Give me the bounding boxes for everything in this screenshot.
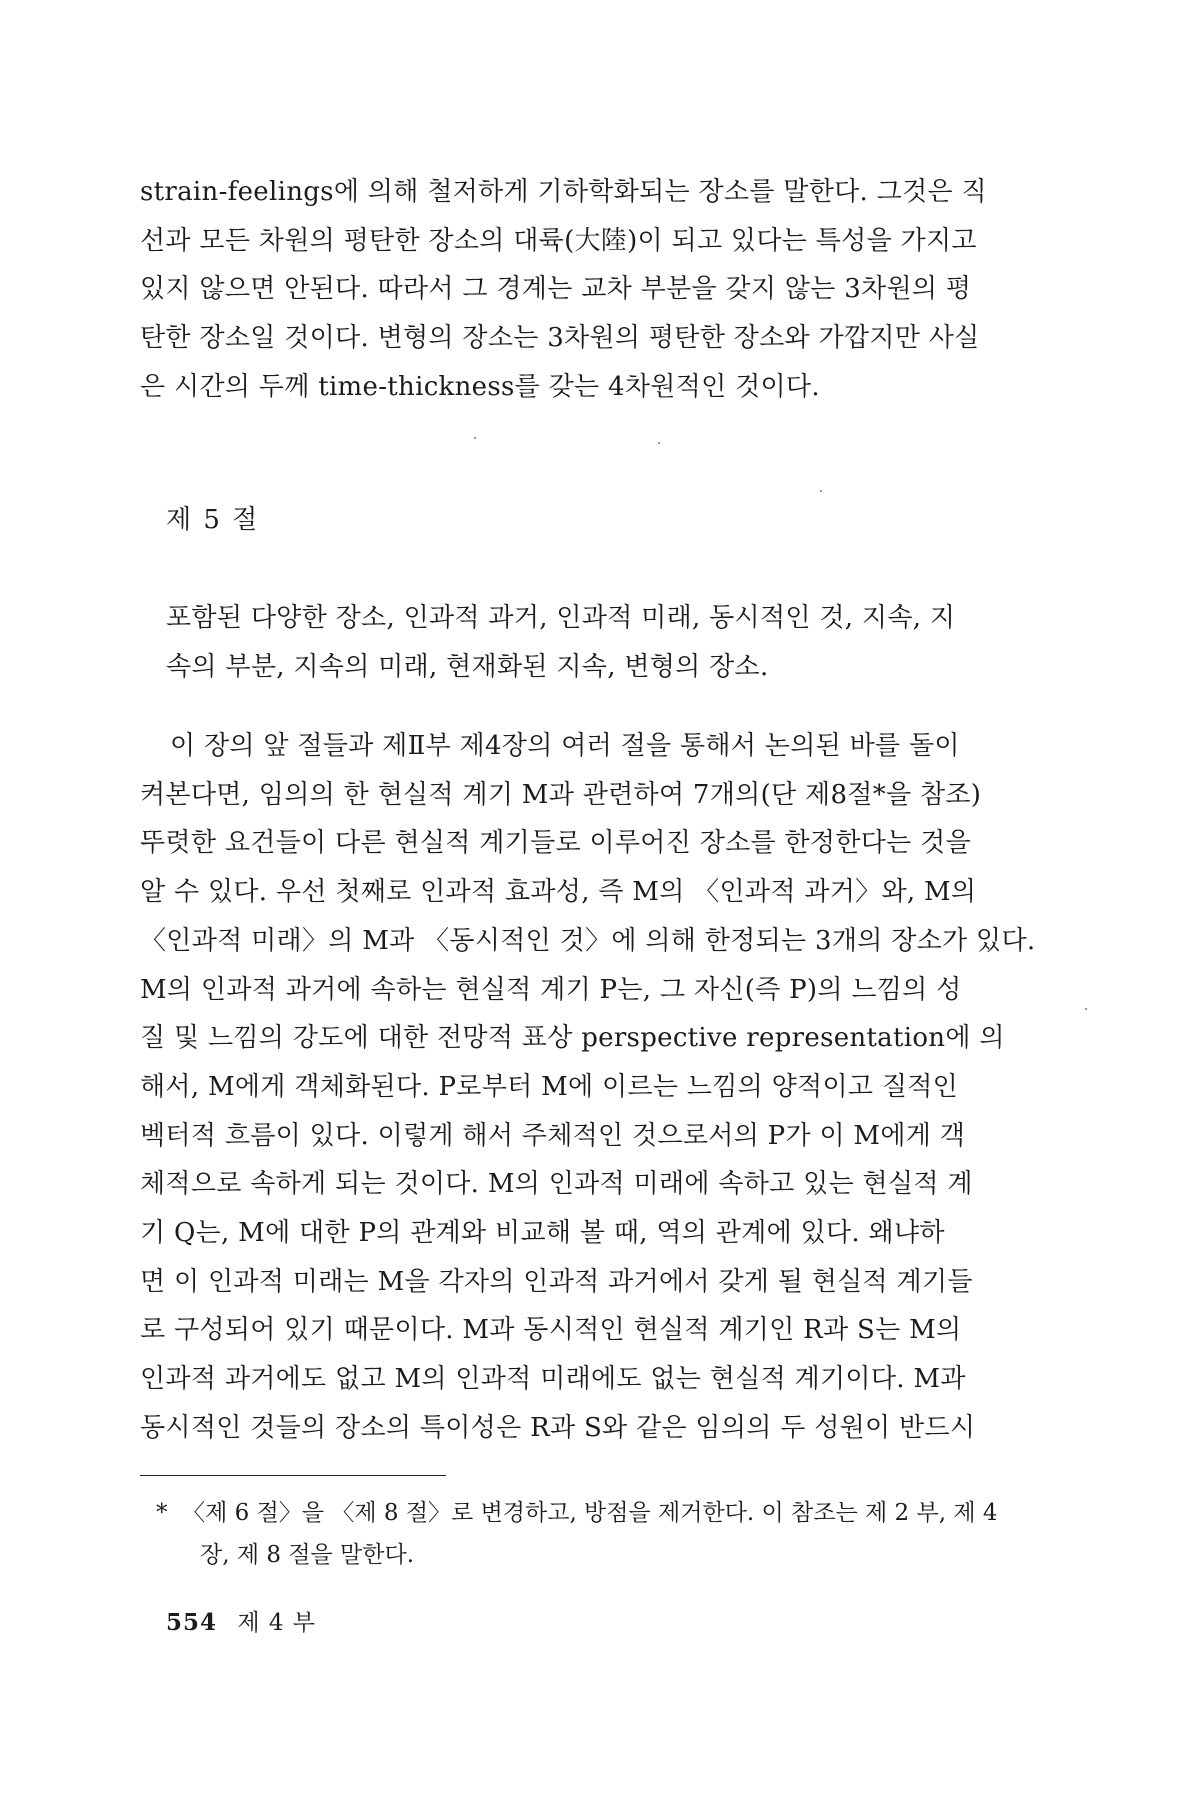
text-line: 질 및 느낌의 강도에 대한 전망적 표상 perspective representation에 의: [140, 1023, 1005, 1054]
footnote-marker: *: [156, 1500, 168, 1526]
text-line: 이 장의 앞 절들과 제Ⅱ부 제4장의 여러 절을 통해서 논의된 바를 돌이: [170, 731, 960, 761]
footnote-divider: [140, 1475, 446, 1476]
text-line: 포함된 다양한 장소, 인과적 과거, 인과적 미래, 동시적인 것, 지속, 지: [166, 603, 956, 633]
text-line: 알 수 있다. 우선 첫째로 인과적 효과성, 즉 M의 〈인과적 과거〉와, M의: [140, 877, 977, 908]
section-summary: [166, 594, 1066, 691]
text-line: 뚜렷한 요건들이 다른 현실적 계기들로 이루어진 장소를 한정한다는 것을: [140, 828, 971, 859]
text-line: 은 시간의 두께 time-thickness를 갖는 4차원적인 것이다.: [140, 371, 820, 402]
text-line: 벡터적 흐름이 있다. 이렇게 해서 주체적인 것으로서의 P가 이 M에게 객: [140, 1120, 966, 1151]
text-line: 켜본다면, 임의의 한 현실적 계기 M과 관련하여 7개의(단 제8절*을 참조): [140, 779, 982, 810]
footnote-line: [156, 1492, 1066, 1534]
text-line: 선과 모든 차원의 평탄한 장소의 대륙(大陸)이 되고 있다는 특성을 가지고: [140, 225, 977, 256]
text-line: 면 이 인과적 미래는 M을 각자의 인과적 과거에서 갖게 될 현실적 계기들: [140, 1266, 973, 1297]
text-line: strain-feelings에 의해 철저하게 기하학화되는 장소를 말한다. 그것은 직: [140, 177, 987, 207]
scan-speck: [820, 490, 822, 492]
text-line: 인과적 과거에도 없고 M의 인과적 미래에도 없는 현실적 계기이다. M과: [140, 1364, 966, 1395]
footnote: [156, 1492, 1066, 1576]
body-paragraph: [140, 722, 1080, 1453]
page-number: 554: [166, 1609, 218, 1636]
scan-speck: [1085, 1008, 1087, 1010]
section-heading: 제 5 절: [166, 505, 260, 535]
intro-paragraph: [140, 168, 1080, 412]
text-line: 속의 부분, 지속의 미래, 현재화된 지속, 변형의 장소.: [166, 651, 769, 682]
text-line: 〈인과적 미래〉의 M과 〈동시적인 것〉에 의해 한정되는 3개의 장소가 있다.: [140, 925, 1036, 956]
text-line: 체적으로 속하게 되는 것이다. M의 인과적 미래에 속하고 있는 현실적 계: [140, 1169, 973, 1200]
text-line: 로 구성되어 있기 때문이다. M과 동시적인 현실적 계기인 R과 S는 M의: [140, 1315, 962, 1346]
footnote-text: 〈제 6 절〉을 〈제 8 절〉로 변경하고, 방점을 제거한다. 이 참조는 제 2 부, 제 4: [182, 1500, 998, 1526]
text-line: 있지 않으면 안된다. 따라서 그 경계는 교차 부분을 갖지 않는 3차원의 평: [140, 274, 972, 305]
text-line: 탄한 장소일 것이다. 변형의 장소는 3차원의 평탄한 장소와 가깝지만 사실: [140, 323, 980, 354]
part-label: 제 4 부: [237, 1610, 317, 1636]
text-line: 기 Q는, M에 대한 P의 관계와 비교해 볼 때, 역의 관계에 있다. 왜냐하: [140, 1218, 945, 1249]
scan-speck: [658, 442, 660, 444]
running-footer: [166, 1606, 316, 1640]
text-line: M의 인과적 과거에 속하는 현실적 계기 P는, 그 자신(즉 P)의 느낌의 성: [140, 974, 962, 1005]
footnote-line: 장, 제 8 절을 말한다.: [200, 1542, 415, 1568]
text-line: 해서, M에게 객체화된다. P로부터 M에 이르는 느낌의 양적이고 질적인: [140, 1071, 959, 1102]
text-line: 동시적인 것들의 장소의 특이성은 R과 S와 같은 임의의 두 성원이 반드시: [140, 1412, 976, 1443]
scan-speck: [474, 437, 476, 439]
